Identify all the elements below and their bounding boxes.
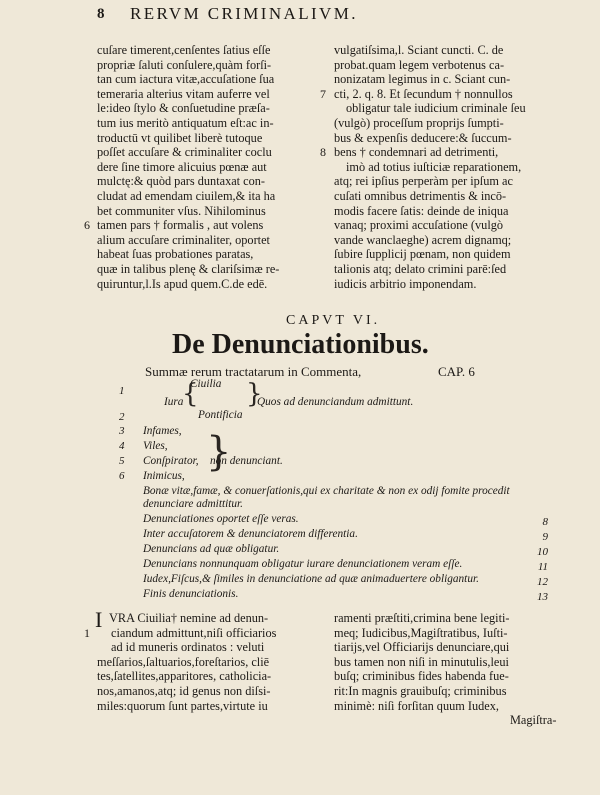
text-line: cuſati omnibus detrimentis & incō-: [334, 188, 507, 203]
text-line: obligatur tale iudicium criminale ſeu: [346, 101, 526, 116]
text-line: nonizatam legimus in c. Sciant cun-: [334, 72, 511, 87]
text-line: vanaq; proximi accuſatione (vulgò: [334, 218, 504, 233]
text-line: rit:In magnis grauibuſq; criminibus: [334, 683, 507, 698]
text-line: temeraria alterius vitam auferre vel: [97, 86, 270, 101]
text-line: bus & expenſis deducere:& ſuccum-: [334, 130, 512, 145]
text-line: atq; rei ipſius perperàm per ipſum ac: [334, 174, 513, 189]
right-brace: }: [206, 429, 232, 475]
text-line: vande wanclaeghe) acrem dignamq;: [334, 232, 512, 247]
right-brace: }: [246, 379, 263, 409]
text-line: minimè: niſi forſitan quum Iudex,: [334, 698, 499, 713]
bottom-left-column: [97, 611, 319, 713]
outline-number: 2: [119, 411, 125, 423]
text-line: bet communiter vſus. Nihilominus: [97, 203, 266, 218]
top-left-column: [97, 43, 319, 291]
text-line: buſq; criminibus fides habenda fue-: [334, 669, 509, 684]
margin-number: 8: [320, 145, 326, 160]
outline-item: Viles,: [143, 440, 168, 452]
text-line: habeat ſuas probationes paratas,: [97, 247, 254, 262]
outline-non-denunciant: non denunciant.: [210, 455, 283, 467]
text-line: mulctę:& quòd pars duntaxat con-: [97, 174, 266, 189]
outline-line: Iudex,Fiſcus,& ſimiles in denunciatione ad quæ animaduertere obligantur.: [143, 573, 479, 585]
bottom-right-column: [334, 611, 557, 728]
text-line: cuſare timerent,cenſentes ſatius eſſe: [97, 43, 271, 57]
text-line: quiruntur,l.Is apud quem.C.de edē.: [97, 276, 268, 291]
outline-ciuilia: Ciuilia: [190, 378, 222, 390]
outline-bonae-2: denunciare admittitur.: [143, 498, 243, 510]
outline-number: 4: [119, 440, 125, 452]
summary-chapter-ref: CAP. 6: [438, 364, 475, 379]
chapter-title: De Denunciationibus.: [172, 329, 429, 360]
text-line: le:ideo ſtylo & conſuetudine præſa-: [97, 101, 270, 116]
outline-number: 10: [537, 546, 548, 558]
left-brace: {: [182, 379, 199, 409]
summary-heading: Summæ rerum tractatarum in Commenta,: [145, 364, 362, 379]
outline-number: 3: [119, 425, 125, 437]
text-line: tiarijs,vel Officiarijs denunciare,qui: [334, 640, 510, 655]
outline-bonae-1: Bonæ vitæ,famæ, & conuerſationis,qui ex charitate & non ex odij fomite procedit: [143, 485, 510, 497]
outline-line: Denuncians ad quæ obligatur.: [143, 543, 280, 555]
outline-line: Denuncians nonnunquam obligatur iurare denunciationem veram eſſe.: [143, 558, 463, 570]
text-line: iudicis arbitrio imponendam.: [334, 276, 477, 291]
text-line: ad id muneris ordinatos : veluti: [111, 640, 265, 655]
text-line: alium accuſare criminaliter, oportet: [97, 232, 270, 247]
text-line: ramenti præſtiti,crimina bene legiti-: [334, 611, 510, 625]
outline-item: Infames,: [143, 425, 182, 437]
text-line: imò ad totius iuſticiæ reparationem,: [346, 159, 522, 174]
text-line: tes,ſatellites,apparitores, catholicia-: [97, 669, 272, 684]
drop-initial-i: I: [95, 607, 103, 632]
outline-number: 8: [542, 516, 548, 528]
text-line: bens † condemnari ad detrimenti,: [334, 145, 499, 160]
text-line: VRA Ciuilia† nemine ad denun-: [109, 611, 269, 625]
text-line: nos,amanos,atq; id genus non diſsi-: [97, 683, 271, 698]
margin-number: 1: [84, 625, 90, 640]
text-line: vulgatiſsima,l. Sciant cuncti. C. de: [334, 43, 504, 57]
text-line: poſſet accuſare & criminaliter coclu: [97, 145, 272, 160]
text-line: talionis atq; delato crimini parē:ſed: [334, 261, 507, 276]
top-right-column: [334, 43, 552, 291]
text-line: bus tamen non niſi in minutulis,leui: [334, 654, 509, 669]
text-line: miles:quorum ſunt partes,virtute iu: [97, 698, 268, 713]
text-line: meſſarios,ſaltuarios,foreſtarios, cliē: [97, 654, 270, 669]
outline-quos: Quos ad denunciandum admittunt.: [257, 396, 414, 408]
text-line: ciandum admittunt,niſi officiarios: [111, 625, 277, 640]
outline-number: 1: [119, 385, 125, 397]
outline-number: 12: [537, 576, 548, 588]
text-line: tamen pars † formalis , aut volens: [97, 218, 264, 233]
running-head: RERVM CRIMINALIVM.: [130, 4, 358, 23]
outline-number: 11: [537, 561, 548, 573]
text-line: meq; Iudicibus,Magiſtratibus, Iuſti-: [334, 625, 508, 640]
chapter-label: CAPVT VI.: [286, 313, 381, 328]
text-line: quæ in talibus plenę & clariſsimæ re-: [97, 261, 280, 276]
text-line: (vulgò) proceſſum proprijs ſumpti-: [334, 115, 504, 130]
page-number: 8: [97, 6, 105, 22]
text-line: dere ſine timore alicuius pœnæ aut: [97, 159, 267, 174]
outline-item: Conſpirator,: [143, 455, 199, 467]
text-line: probat.quam legem verbotenus ca-: [334, 57, 505, 72]
margin-number: 7: [320, 86, 326, 101]
outline-number: 6: [119, 470, 125, 482]
text-line: cti, 2. q. 8. Et ſecundum † nonnullos: [334, 86, 513, 101]
text-line: troductū vt quilibet liberè tutoque: [97, 130, 263, 145]
outline-line: Denunciationes oportet eſſe veras.: [143, 513, 299, 525]
text-line: tan cum iactura vitæ,accuſatione ſua: [97, 72, 275, 87]
text-line: propriæ ſaluti conſulere,quàm forſi-: [97, 57, 272, 72]
outline-pontificia: Pontificia: [198, 409, 243, 421]
outline-line: Finis denunciationis.: [143, 588, 239, 600]
margin-number: 6: [84, 218, 90, 233]
outline-line: Inter accuſatorem & denunciatorem differentia.: [143, 528, 358, 540]
text-line: modis facere ſatis: deinde de iniqua: [334, 203, 509, 218]
outline-number: 13: [537, 591, 548, 603]
text-line: ſubire ſupplicij pœnam, non quidem: [334, 247, 511, 262]
outline-number: 9: [542, 531, 548, 543]
text-line: tum ius meritò antiquatum eſt:ac in-: [97, 115, 274, 130]
text-line: Magiſtra-: [510, 713, 557, 728]
text-line: cludat ad emendam ciuilem,& ita ha: [97, 188, 276, 203]
outline-iura: Iura: [164, 396, 184, 408]
outline-item: Inimicus,: [143, 470, 185, 482]
outline-number: 5: [119, 455, 125, 467]
